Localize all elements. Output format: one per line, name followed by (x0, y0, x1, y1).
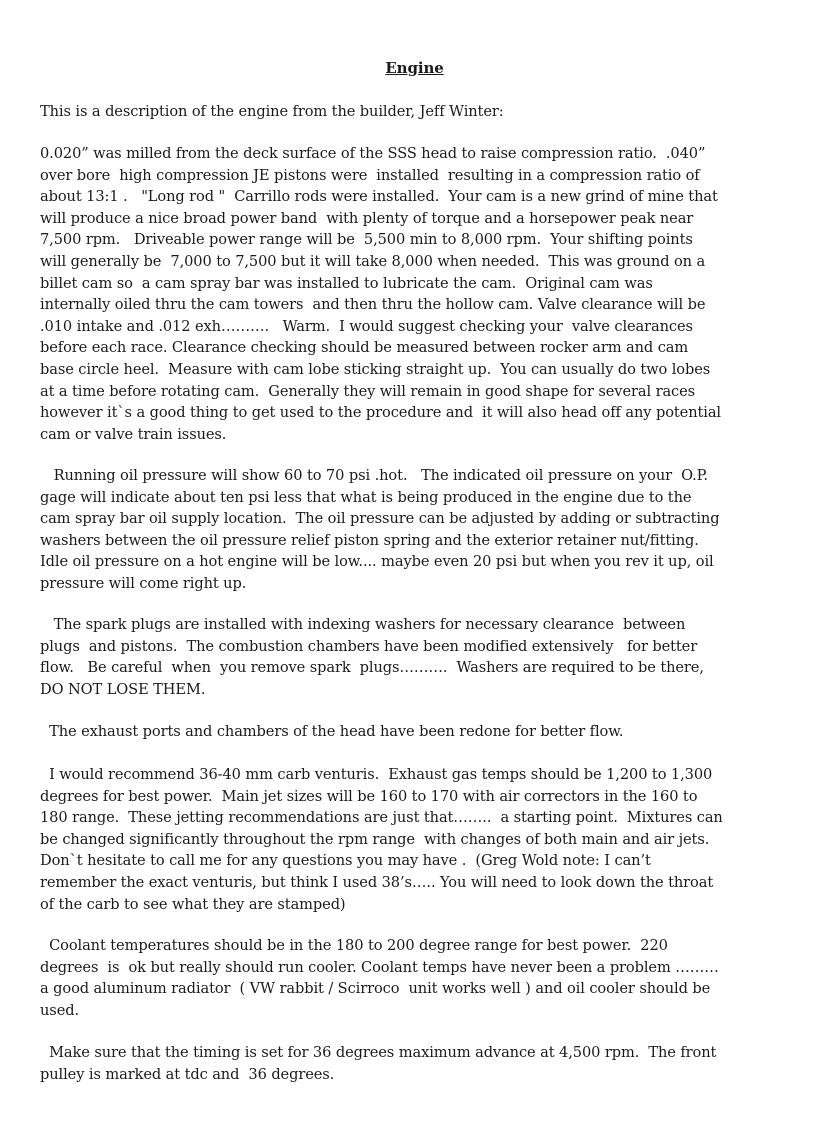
paragraph-line: of the carb to see what they are stamped) (40, 895, 346, 913)
paragraph-line: Running oil pressure will show 60 to 70 psi .hot. The indicated oil pressure on your O.P. (40, 467, 708, 484)
intro-line: This is a description of the engine from the builder, Jeff Winter: (40, 103, 504, 120)
paragraph-line: remember the exact venturis, but think I used 38’s….. You will need to look down the throat (40, 873, 714, 891)
paragraph-line: I would recommend 36-40 mm carb venturis. Exhaust gas temps should be 1,200 to 1,300 (40, 766, 713, 783)
paragraph-line: The exhaust ports and chambers of the head have been redone for better flow. (40, 723, 624, 740)
paragraph-line: billet cam so a cam spray bar was installed to lubricate the cam. Original cam was (40, 274, 653, 292)
paragraph-line: flow. Be careful when you remove spark plugs………. Washers are required to be there, (40, 659, 704, 677)
paragraph-line: cam spray bar oil supply location. The oil pressure can be adjusted by adding or subtracting (40, 510, 720, 528)
paragraph-line: degrees for best power. Main jet sizes will be 160 to 170 with air correctors in the 160 to (40, 787, 698, 805)
paragraph-line: Make sure that the timing is set for 36 degrees maximum advance at 4,500 rpm. The front (40, 1044, 717, 1061)
paragraph-line: be changed significantly throughout the rpm range with changes of both main and air jets. (40, 830, 710, 848)
paragraph-line: internally oiled thru the cam towers and then thru the hollow cam. Valve clearance will be (40, 296, 706, 314)
paragraph-line: degrees is ok but really should run cooler. Coolant temps have never been a problem ……… (40, 958, 719, 976)
paragraph-line: The spark plugs are installed with indexing washers for necessary clearance between (40, 616, 686, 633)
paragraph-4 (40, 721, 820, 743)
paragraph-line: 0.020” was milled from the deck surface of the SSS head to raise compression ratio. .040” (40, 145, 706, 162)
paragraph-line: about 13:1 . "Long rod " Carrillo rods were installed. Your cam is a new grind of mine that (40, 188, 718, 206)
paragraph-line: over bore high compression JE pistons were installed resulting in a compression ratio of (40, 166, 700, 184)
paragraph-line: .010 intake and .012 exh………. Warm. I would suggest checking your valve clearances (40, 317, 693, 335)
paragraph-line: pulley is marked at tdc and 36 degrees. (40, 1065, 335, 1083)
paragraph-line: pressure will come right up. (40, 574, 247, 592)
paragraph-line: DO NOT LOSE THEM. (40, 680, 206, 698)
paragraph-line: will produce a nice broad power band with plenty of torque and a horsepower peak near (40, 209, 694, 227)
paragraph-line: used. (40, 1001, 80, 1019)
paragraph-line: Idle oil pressure on a hot engine will be low.... maybe even 20 psi but when you rev it up, oil (40, 553, 714, 571)
paragraph-line: base circle heel. Measure with cam lobe sticking straight up. You can usually do two lobes (40, 360, 711, 378)
paragraph-line: at a time before rotating cam. Generally they will remain in good shape for several races (40, 382, 696, 400)
paragraph-line: cam or valve train issues. (40, 425, 227, 443)
paragraph-line: 180 range. These jetting recommendations are just that…….. a starting point. Mixtures can (40, 809, 723, 827)
paragraph-line: gage will indicate about ten psi less that what is being produced in the engine due to the (40, 488, 692, 506)
paragraph-line: a good aluminum radiator ( VW rabbit / Scirroco unit works well ) and oil cooler should be (40, 980, 711, 998)
paragraph-line: before each race. Clearance checking should be measured between rocker arm and cam (40, 339, 689, 357)
paragraph-line: Don`t hesitate to call me for any questions you may have . (Greg Wold note: I can’t (40, 852, 651, 870)
paragraph-7 (40, 1042, 820, 1085)
paragraph-2 (40, 465, 820, 595)
paragraph-line: Coolant temperatures should be in the 180 to 200 degree range for best power. 220 (40, 937, 668, 954)
paragraph-3 (40, 614, 820, 700)
page-title: Engine (385, 59, 444, 77)
paragraph-line: washers between the oil pressure relief piston spring and the exterior retainer nut/fitting. (40, 531, 699, 549)
paragraph-5 (40, 764, 820, 915)
paragraph-line: plugs and pistons. The combustion chambers have been modified extensively for better (40, 637, 698, 655)
paragraph-1 (40, 143, 820, 445)
paragraph-line: however it`s a good thing to get used to the procedure and it will also head off any potential (40, 404, 721, 422)
paragraph-line: will generally be 7,000 to 7,500 but it will take 8,000 when needed. This was ground on a (40, 252, 706, 270)
paragraph-6 (40, 935, 820, 1021)
paragraph-line: 7,500 rpm. Driveable power range will be 5,500 min to 8,000 rpm. Your shifting points (40, 231, 693, 249)
